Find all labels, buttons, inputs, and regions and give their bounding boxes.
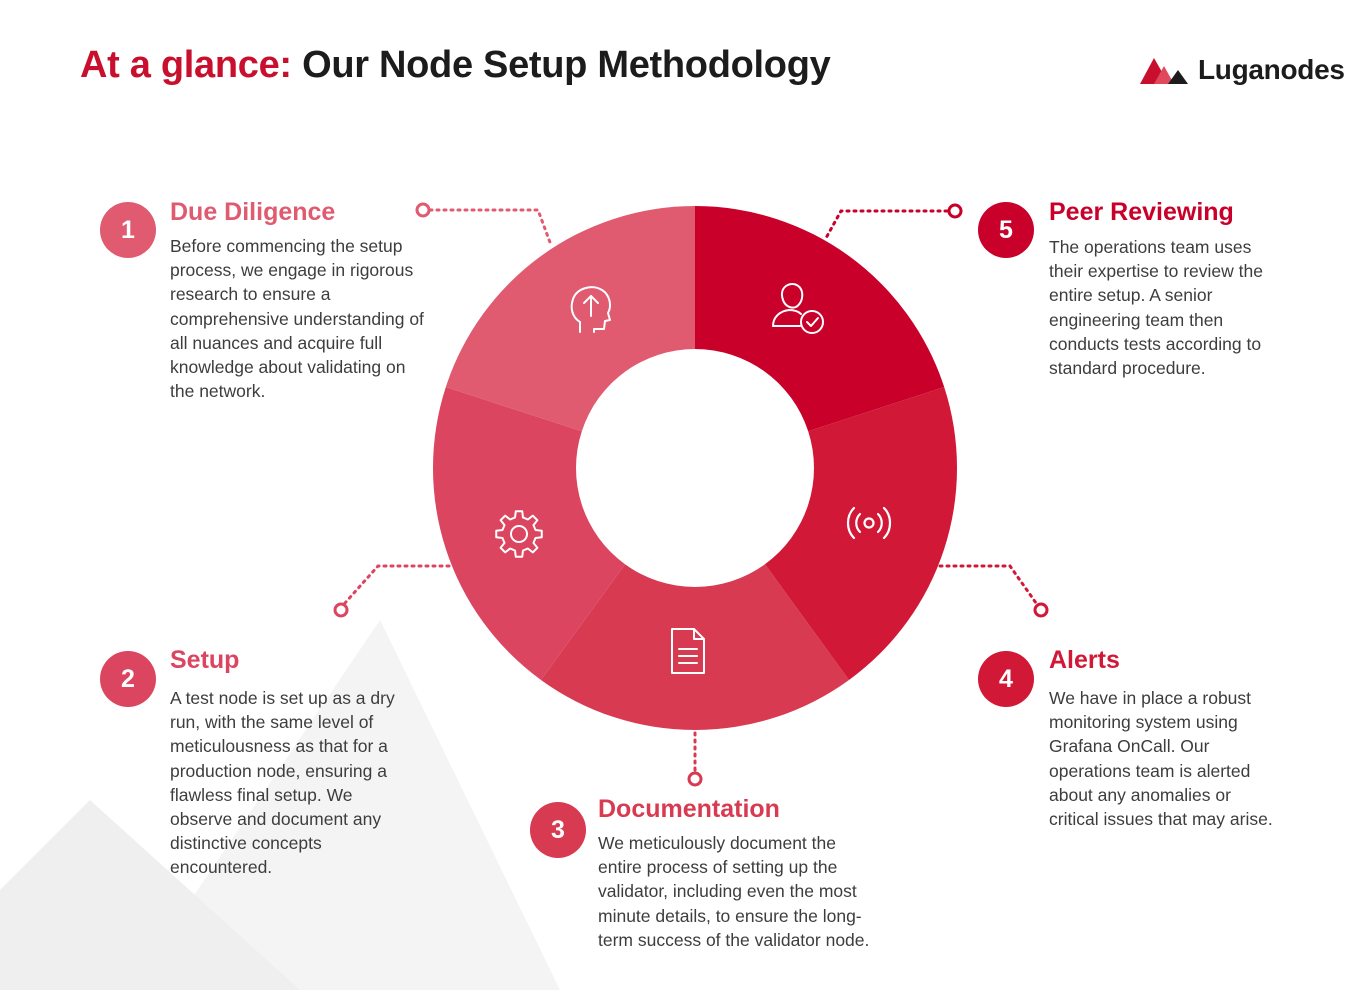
step-description: The operations team uses their expertise to review the entire setup. A senior engineering team then conducts tests according to standard procedure. xyxy=(1049,237,1263,379)
endpoint-step3 xyxy=(689,773,701,785)
connector-step2 xyxy=(345,566,449,603)
endpoint-step4 xyxy=(1035,604,1047,616)
step-title: Documentation xyxy=(598,795,780,823)
title-rest: Our Node Setup Methodology xyxy=(302,44,831,86)
step-title: Due Diligence xyxy=(170,198,336,226)
head-research-icon xyxy=(562,280,618,336)
user-check-icon xyxy=(770,280,828,338)
logo-text: Luganodes xyxy=(1198,54,1345,85)
step-peer-reviewing xyxy=(978,198,1308,398)
step-title: Setup xyxy=(170,646,240,674)
step-description: A test node is set up as a dry run, with the same level of meticulousness as that for a production node, ensuring a flawless final setup. We observe and document any distinctive concepts encountered. xyxy=(170,688,395,878)
step-number-badge: 4 xyxy=(978,651,1034,707)
endpoint-step5 xyxy=(949,205,961,217)
brand-logo[interactable] xyxy=(1140,52,1345,88)
connector-step4 xyxy=(940,566,1036,603)
step-description: We have in place a robust monitoring system using Grafana OnCall. Our operations team is alerted about any anomalies or critical issues that may arise. xyxy=(1049,688,1273,830)
gear-icon xyxy=(490,505,548,563)
step-number-badge: 3 xyxy=(530,802,586,858)
broadcast-signal-icon xyxy=(845,503,893,543)
connector-step5 xyxy=(826,211,947,238)
endpoint-step2 xyxy=(335,604,347,616)
step-setup xyxy=(100,646,430,886)
mountain-logo-icon xyxy=(1140,56,1188,84)
step-documentation xyxy=(530,795,890,985)
step-alerts xyxy=(978,646,1308,866)
step-number-badge: 5 xyxy=(978,202,1034,258)
step-number-badge: 1 xyxy=(100,202,156,258)
step-description: Before commencing the setup process, we engage in rigorous research to ensure a comprehensive understanding of all nuances and acquire full knowledge about validating on the network. xyxy=(170,236,424,402)
step-title: Peer Reviewing xyxy=(1049,198,1234,226)
connector-step1 xyxy=(430,210,551,245)
document-icon xyxy=(668,627,708,675)
step-due-diligence xyxy=(100,198,440,438)
step-title: Alerts xyxy=(1049,646,1120,674)
step-description: We meticulously document the entire process of setting up the validator, including even the most minute details, to ensure the long-term success of the validator node. xyxy=(598,833,870,950)
page-title xyxy=(80,44,830,87)
step-number-badge: 2 xyxy=(100,651,156,707)
title-accent: At a glance: xyxy=(80,44,292,86)
